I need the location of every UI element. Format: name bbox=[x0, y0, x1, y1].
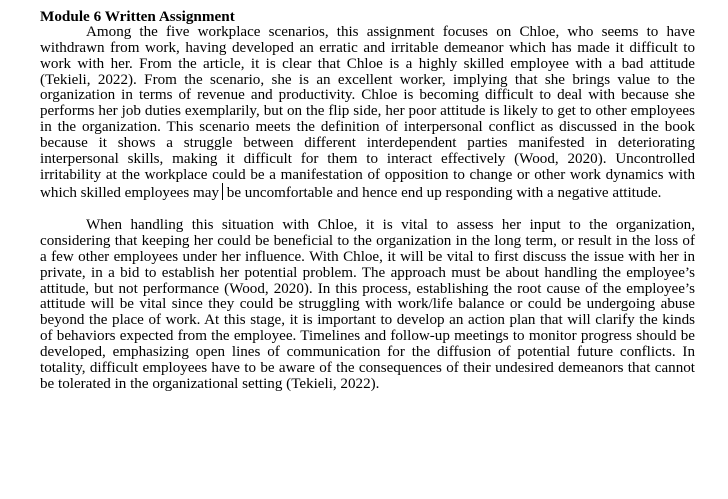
text-cursor bbox=[222, 183, 223, 200]
paragraph-1[interactable]: Among the five workplace scenarios, this assignment focuses on Chloe, who seems to have withdrawn from work, having developed an erratic and irritable demeanor which has made it difficult to work with her. From the article, it is clear that Chloe is a highly skilled employee with a bad attitude (Tekieli, 2022). From the scenario, she is an excellent worker, implying that she brings value to the organization in terms of revenue and productivity. Chloe is becoming difficult to deal with because she performs her job duties exemplarily, but on the flip side, her poor attitude is likely to get to other employees in the organization. This scenario meets the definition of interpersonal conflict as discussed in the book because it shows a struggle between different interdependent parties manifested in deteriorating interpersonal skills, making it difficult for them to interact effectively (Wood, 2020). Uncontrolled irritability at the workplace could be a manifestation of opposition to change or other work dynamics with which skilled employees may be uncomfortable and hence end up responding with a negative attitude. bbox=[40, 24, 695, 202]
document-page[interactable] bbox=[40, 9, 695, 392]
paragraph-2[interactable]: When handling this situation with Chloe, it is vital to assess her input to the organization, considering that keeping her could be beneficial to the organization in the long term, or result in the loss of a few other employees under her influence. With Chloe, it will be vital to first discuss the issue with her in private, in a bid to establish her potential problem. The approach must be about handling the employee’s attitude, but not performance (Wood, 2020). In this process, establishing the root cause of the employee’s attitude will be vital since they could be struggling with work/life balance or could be undergoing abuse beyond the place of work. At this stage, it is important to develop an action plan that will clarify the kinds of behaviors expected from the employee. Timelines and follow-up meetings to monitor progress should be developed, emphasizing open lines of communication for the diffusion of potential future conflicts. In totality, difficult employees have to be aware of the consequences of their undesired demeanors that cannot be tolerated in the organizational setting (Tekieli, 2022). bbox=[40, 217, 695, 392]
document-title: Module 6 Written Assignment bbox=[40, 8, 235, 25]
